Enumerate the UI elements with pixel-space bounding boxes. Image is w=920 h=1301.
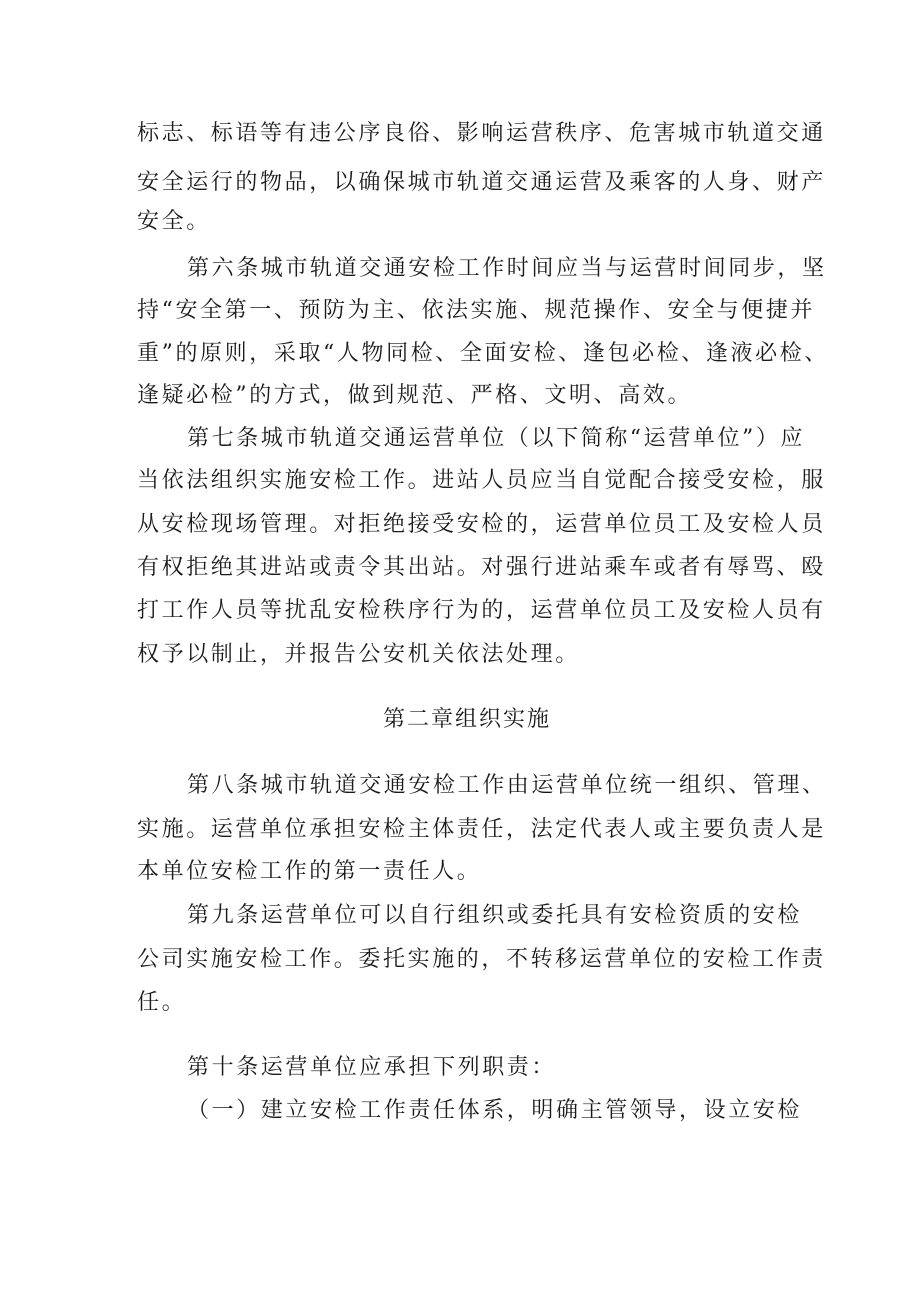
text-line: 安全运行的物品，以确保城市轨道交通运营及乘客的人身、财产 (137, 170, 826, 195)
article-7-line: 从安检现场管理。对拒绝接受安检的，运营单位员工及安检人员 (137, 512, 826, 537)
article-8-line: 本单位安检工作的第一责任人。 (137, 859, 482, 884)
article-10-line: 第十条运营单位应承担下列职责： (187, 1055, 557, 1080)
article-9-line: 任。 (137, 990, 187, 1015)
text-line: 安全。 (137, 209, 211, 234)
article-9-line: 第九条运营单位可以自行组织或委托具有安检资质的安检 (187, 903, 803, 928)
article-7-line: 权予以制止，并报告公安机关依法处理。 (137, 642, 580, 667)
text-line: 标志、标语等有违公序良俗、影响运营秩序、危害城市轨道交通 (137, 121, 826, 146)
article-7-line: 第七条城市轨道交通运营单位（以下简称“运营单位”）应 (187, 426, 806, 451)
article-8-line: 实施。运营单位承担安检主体责任，法定代表人或主要负责人是 (137, 817, 826, 842)
article-7-line: 打工作人员等扰乱安检秩序行为的，运营单位员工及安检人员有 (137, 598, 826, 623)
article-7-line: 有权拒绝其进站或责令其出站。对强行进站乘车或者有辱骂、殴 (137, 555, 826, 580)
article-10-item: （一）建立安检工作责任体系，明确主管领导，设立安检 (187, 1098, 803, 1123)
chapter-heading: 第二章组织实施 (383, 707, 552, 732)
article-8-line: 第八条城市轨道交通安检工作由运营单位统一组织、管理、 (187, 773, 827, 798)
article-9-line: 公司实施安检工作。委托实施的，不转移运营单位的安检工作责 (137, 947, 826, 972)
article-6-line: 逢疑必检”的方式，做到规范、严格、文明、高效。 (137, 383, 693, 408)
article-6-line: 第六条城市轨道交通安检工作时间应当与运营时间同步，坚 (187, 256, 827, 281)
article-7-line: 当依法组织实施安检工作。进站人员应当自觉配合接受安检，服 (137, 468, 826, 493)
article-6-line: 持“安全第一、预防为主、依法实施、规范操作、安全与便捷并 (137, 298, 816, 323)
article-6-line: 重”的原则，采取“人物同检、全面安检、逢包必检、逢液必检、 (137, 341, 829, 366)
